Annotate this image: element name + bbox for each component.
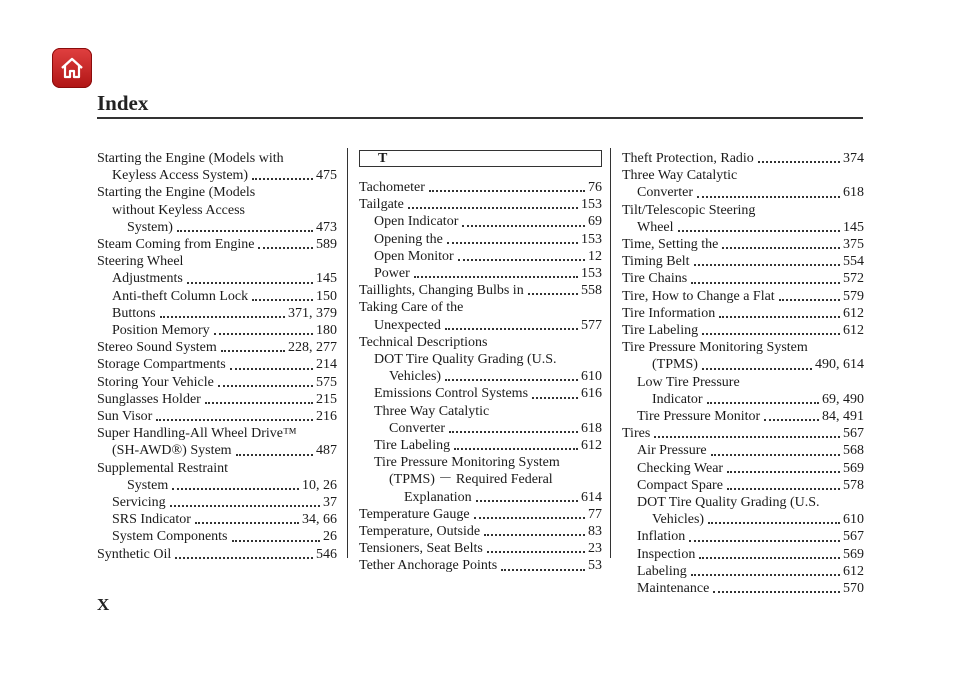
entry-text: Supplemental Restraint xyxy=(97,460,229,476)
index-entry[interactable] xyxy=(622,253,864,270)
entry-text: Explanation xyxy=(404,489,472,505)
page-ref-link[interactable]: 614 xyxy=(581,489,602,505)
index-entry[interactable] xyxy=(97,528,337,545)
index-entry[interactable] xyxy=(359,317,602,334)
index-entry[interactable] xyxy=(359,489,602,506)
index-entry xyxy=(622,494,864,511)
dot-leader xyxy=(170,505,320,507)
page-ref-link[interactable]: 618 xyxy=(843,185,864,201)
page-ref-link[interactable]: 371, 379 xyxy=(288,305,337,321)
dot-leader xyxy=(708,522,840,524)
index-entry[interactable] xyxy=(622,408,864,425)
index-entry[interactable] xyxy=(97,442,337,459)
dot-leader xyxy=(779,299,840,301)
entry-text: Tachometer xyxy=(359,180,425,195)
index-entry[interactable] xyxy=(359,231,602,248)
dot-leader xyxy=(236,454,313,456)
index-entry xyxy=(97,253,337,270)
index-entry[interactable] xyxy=(97,494,337,511)
dot-leader xyxy=(678,230,840,232)
entry-text: Unexpected xyxy=(374,317,441,333)
page-ref-link[interactable]: 612 xyxy=(581,438,602,454)
dot-leader xyxy=(156,419,313,421)
entry-text: SRS Indicator xyxy=(112,512,191,528)
entry-text: Buttons xyxy=(112,305,156,321)
dot-leader xyxy=(691,574,840,576)
index-entry[interactable] xyxy=(622,305,864,322)
page-ref-link[interactable]: 569 xyxy=(843,460,864,476)
dot-leader xyxy=(764,419,819,421)
page-ref-link[interactable]: 490, 614 xyxy=(815,357,864,373)
entry-text: Tire Pressure Monitoring System xyxy=(622,340,808,356)
page-ref-link[interactable]: 23 xyxy=(588,541,602,557)
page-ref-link[interactable]: 473 xyxy=(316,219,337,235)
page-ref-link[interactable]: 180 xyxy=(316,323,337,339)
page-ref-link[interactable]: 572 xyxy=(843,271,864,287)
entry-text: Tire Pressure Monitoring System xyxy=(374,455,560,471)
page-ref-link[interactable]: 53 xyxy=(588,558,602,574)
dot-leader xyxy=(727,488,840,490)
dot-leader xyxy=(719,316,840,318)
entry-text: Tires xyxy=(622,426,651,442)
dot-leader xyxy=(691,282,840,284)
page-ref-link[interactable]: 554 xyxy=(843,254,864,270)
index-entry[interactable] xyxy=(622,546,864,563)
dot-leader xyxy=(221,350,285,352)
index-entry[interactable] xyxy=(359,437,602,454)
page-ref-link[interactable]: 589 xyxy=(316,237,337,253)
dot-leader xyxy=(445,379,578,381)
index-entry[interactable] xyxy=(622,511,864,528)
index-entry[interactable] xyxy=(622,528,864,545)
dot-leader xyxy=(230,368,313,370)
page-ref-link[interactable]: 83 xyxy=(588,524,602,540)
entry-text: System Components xyxy=(112,529,228,545)
entry-text: Vehicles) xyxy=(389,369,442,385)
index-entry[interactable] xyxy=(359,265,602,282)
dot-leader xyxy=(414,276,578,278)
index-entry xyxy=(359,403,602,420)
entry-text: Storage Compartments xyxy=(97,357,226,373)
entry-text: Vehicles) xyxy=(652,512,705,528)
index-entry[interactable] xyxy=(97,288,337,305)
index-entry[interactable] xyxy=(97,391,337,408)
index-entry[interactable] xyxy=(622,236,864,253)
index-entry[interactable] xyxy=(97,511,337,528)
entry-text: Synthetic Oil xyxy=(97,546,172,562)
entry-text: Emissions Control Systems xyxy=(374,386,529,402)
page-ref-link[interactable]: 375 xyxy=(843,237,864,253)
entry-text: Anti-theft Column Lock xyxy=(112,288,249,304)
entry-text: Temperature, Outside xyxy=(359,524,481,540)
dot-leader xyxy=(654,436,840,438)
dot-leader xyxy=(727,471,840,473)
page-ref-link[interactable]: 575 xyxy=(316,374,337,390)
entry-text: Stereo Sound System xyxy=(97,340,217,356)
page-ref-link[interactable]: 568 xyxy=(843,443,864,459)
index-entry xyxy=(359,351,602,368)
index-entry[interactable] xyxy=(359,368,602,385)
index-entry[interactable] xyxy=(359,506,602,523)
entry-text: DOT Tire Quality Grading (U.S. xyxy=(637,495,820,511)
dot-leader xyxy=(408,207,578,209)
dot-leader xyxy=(429,190,585,192)
dot-leader xyxy=(252,178,313,180)
entry-text: Storing Your Vehicle xyxy=(97,374,214,390)
entry-text: Tether Anchorage Points xyxy=(359,558,498,574)
dot-leader xyxy=(528,293,578,295)
page-ref-link[interactable]: 153 xyxy=(581,266,602,282)
entry-text: Indicator xyxy=(652,391,703,407)
entry-text: Checking Wear xyxy=(637,460,724,476)
page-ref-link[interactable]: 77 xyxy=(588,506,602,522)
page-ref-link[interactable]: 577 xyxy=(581,317,602,333)
entry-text: (SH-AWD®) System xyxy=(112,443,232,459)
home-icon xyxy=(59,55,85,81)
page-ref-link[interactable]: 487 xyxy=(316,443,337,459)
entry-text: (TPMS) － Required Federal xyxy=(389,472,553,488)
dot-leader xyxy=(252,299,313,301)
entry-text: Tailgate xyxy=(359,197,404,213)
dot-leader xyxy=(218,385,313,387)
dot-leader xyxy=(454,448,578,450)
entry-text: Taking Care of the xyxy=(359,300,464,316)
dot-leader xyxy=(758,161,840,163)
page-ref-link[interactable]: 34, 66 xyxy=(302,512,337,528)
dot-leader xyxy=(462,225,585,227)
entry-text: Tensioners, Seat Belts xyxy=(359,541,483,557)
page-ref-link[interactable]: 26 xyxy=(323,529,337,545)
entry-text: Converter xyxy=(637,185,693,201)
index-entry[interactable] xyxy=(359,179,602,196)
dot-leader xyxy=(501,569,585,571)
index-entry xyxy=(359,471,602,488)
dot-leader xyxy=(187,282,313,284)
index-entry[interactable] xyxy=(622,391,864,408)
index-entry xyxy=(97,425,337,442)
page-ref-link[interactable]: 153 xyxy=(581,231,602,247)
dot-leader xyxy=(476,500,578,502)
entry-text: Wheel xyxy=(637,219,674,235)
index-entry[interactable] xyxy=(622,288,864,305)
index-entry xyxy=(97,184,337,201)
entry-text: Keyless Access System) xyxy=(112,168,249,184)
index-entry xyxy=(622,339,864,356)
index-entry xyxy=(622,167,864,184)
index-entry[interactable] xyxy=(359,213,602,230)
index-entry[interactable] xyxy=(359,540,602,557)
page-ref-link[interactable]: 475 xyxy=(316,168,337,184)
index-entry[interactable] xyxy=(622,184,864,201)
entry-text: Open Monitor xyxy=(374,248,454,264)
index-entry[interactable] xyxy=(622,150,864,167)
dot-leader xyxy=(205,402,313,404)
dot-leader xyxy=(445,328,578,330)
dot-leader xyxy=(177,230,313,232)
entry-text: Inflation xyxy=(637,529,686,545)
index-entry[interactable] xyxy=(97,339,337,356)
index-entry[interactable] xyxy=(97,546,337,563)
index-entry[interactable] xyxy=(622,219,864,236)
dot-leader xyxy=(722,247,840,249)
entry-text: Servicing xyxy=(112,495,166,511)
dot-leader xyxy=(697,196,840,198)
page-ref-link[interactable]: 145 xyxy=(316,271,337,287)
index-entry[interactable] xyxy=(97,219,337,236)
page-ref-link[interactable]: 567 xyxy=(843,529,864,545)
index-entry[interactable] xyxy=(359,282,602,299)
index-entry[interactable] xyxy=(622,270,864,287)
entry-text: Three Way Catalytic xyxy=(622,168,738,184)
entry-text: Technical Descriptions xyxy=(359,334,488,350)
entry-text: DOT Tire Quality Grading (U.S. xyxy=(374,352,557,368)
dot-leader xyxy=(532,397,578,399)
dot-leader xyxy=(702,333,840,335)
entry-text: Position Memory xyxy=(112,323,210,339)
dot-leader xyxy=(449,431,578,433)
page-ref-link[interactable]: 69, 490 xyxy=(822,391,864,407)
index-entry[interactable] xyxy=(622,442,864,459)
index-entry[interactable] xyxy=(359,248,602,265)
page-ref-link[interactable]: 69 xyxy=(588,214,602,230)
entry-text: Power xyxy=(374,266,410,282)
index-entry[interactable] xyxy=(359,523,602,540)
entry-text: Air Pressure xyxy=(637,443,707,459)
page-ref-link[interactable]: 570 xyxy=(843,581,864,597)
dot-leader xyxy=(458,259,585,261)
page-ref-link[interactable]: 12 xyxy=(588,248,602,264)
index-entry[interactable] xyxy=(359,196,602,213)
entry-text: Converter xyxy=(389,420,445,436)
entry-text: Opening the xyxy=(374,231,443,247)
page-ref-link[interactable]: 153 xyxy=(581,197,602,213)
dot-leader xyxy=(702,368,812,370)
index-column-2 xyxy=(359,150,602,575)
page-ref-link[interactable]: 215 xyxy=(316,391,337,407)
dot-leader xyxy=(699,557,840,559)
page-ref-link[interactable]: 37 xyxy=(323,495,337,511)
index-entry[interactable] xyxy=(622,563,864,580)
column-divider xyxy=(347,148,348,558)
entry-text: Temperature Gauge xyxy=(359,506,470,522)
dot-leader xyxy=(172,488,299,490)
page-ref-link[interactable]: 228, 277 xyxy=(288,340,337,356)
dot-leader xyxy=(447,242,578,244)
page-ref-link[interactable]: 10, 26 xyxy=(302,477,337,493)
entry-text: Steering Wheel xyxy=(97,254,184,270)
index-entry xyxy=(359,334,602,351)
page-ref-link[interactable]: 374 xyxy=(843,151,864,166)
dot-leader xyxy=(160,316,285,318)
dot-leader xyxy=(689,540,840,542)
dot-leader xyxy=(474,517,585,519)
page-ref-link[interactable]: 145 xyxy=(843,219,864,235)
entry-text: Starting the Engine (Models xyxy=(97,185,256,201)
index-entry[interactable] xyxy=(97,236,337,253)
index-entry[interactable] xyxy=(622,477,864,494)
entry-text: Tire, How to Change a Flat xyxy=(622,288,775,304)
index-entry xyxy=(97,150,337,167)
dot-leader xyxy=(195,522,299,524)
index-entry[interactable] xyxy=(97,322,337,339)
home-button[interactable] xyxy=(52,48,92,88)
dot-leader xyxy=(214,333,313,335)
page-title: Index xyxy=(97,91,149,115)
index-entry xyxy=(359,454,602,471)
entry-text: Compact Spare xyxy=(637,477,723,493)
page-ref-link[interactable]: 84, 491 xyxy=(822,409,864,425)
entry-text: Three Way Catalytic xyxy=(374,403,490,419)
column-divider xyxy=(610,148,611,558)
page-ref-link[interactable]: 567 xyxy=(843,426,864,442)
index-entry[interactable] xyxy=(622,322,864,339)
entry-text: Timing Belt xyxy=(622,254,690,270)
entry-text: Tire Pressure Monitor xyxy=(637,409,761,425)
index-entry[interactable] xyxy=(97,305,337,322)
index-entry xyxy=(622,202,864,219)
index-entry xyxy=(622,374,864,391)
page-ref-link[interactable]: 616 xyxy=(581,386,602,402)
index-entry[interactable] xyxy=(359,420,602,437)
section-letter-box: T xyxy=(359,150,602,167)
entry-text: (TPMS) xyxy=(652,357,698,373)
page-ref-link[interactable]: 612 xyxy=(843,563,864,579)
page-ref-link[interactable]: 610 xyxy=(843,512,864,528)
title-divider xyxy=(97,117,863,119)
entry-text: Tire Labeling xyxy=(374,438,451,454)
page-ref-link[interactable]: 76 xyxy=(588,180,602,195)
dot-leader xyxy=(711,454,840,456)
index-column-3 xyxy=(622,150,864,597)
page-number: X xyxy=(97,595,110,614)
entry-text: Inspection xyxy=(637,546,696,562)
index-entry xyxy=(97,460,337,477)
dot-leader xyxy=(484,534,585,536)
page-ref-link[interactable]: 216 xyxy=(316,409,337,425)
page-ref-link[interactable]: 612 xyxy=(843,305,864,321)
entry-text: Starting the Engine (Models with xyxy=(97,151,284,166)
dot-leader xyxy=(232,540,320,542)
dot-leader xyxy=(258,247,313,249)
index-entry[interactable] xyxy=(97,374,337,391)
index-entry[interactable] xyxy=(97,356,337,373)
page-ref-link[interactable]: 578 xyxy=(843,477,864,493)
entry-text: Tire Labeling xyxy=(622,323,699,339)
entry-text: Super Handling-All Wheel Drive™ xyxy=(97,426,297,442)
entry-text: Tire Information xyxy=(622,305,716,321)
entry-text: without Keyless Access xyxy=(112,202,245,218)
page-ref-link[interactable]: 150 xyxy=(316,288,337,304)
page-ref-link[interactable]: 612 xyxy=(843,323,864,339)
index-entry[interactable] xyxy=(359,385,602,402)
entry-text: System xyxy=(127,477,169,493)
entry-text: Tilt/Telescopic Steering xyxy=(622,202,756,218)
entry-text: Adjustments xyxy=(112,271,183,287)
index-entry xyxy=(97,202,337,219)
index-entry[interactable] xyxy=(622,425,864,442)
dot-leader xyxy=(707,402,819,404)
entry-text: Theft Protection, Radio xyxy=(622,151,754,166)
dot-leader xyxy=(175,557,313,559)
page-ref-link[interactable]: 610 xyxy=(581,369,602,385)
entry-text: Labeling xyxy=(637,563,687,579)
index-entry[interactable] xyxy=(97,477,337,494)
index-entry[interactable] xyxy=(622,580,864,597)
page-ref-link[interactable]: 558 xyxy=(581,283,602,299)
entry-text: Sun Visor xyxy=(97,409,153,425)
entry-text: Open Indicator xyxy=(374,214,459,230)
entry-text: Low Tire Pressure xyxy=(637,374,740,390)
index-column-1 xyxy=(97,150,337,563)
entry-text: Maintenance xyxy=(637,581,710,597)
page-ref-link[interactable]: 546 xyxy=(316,546,337,562)
entry-text: System) xyxy=(127,219,173,235)
dot-leader xyxy=(487,551,585,553)
index-entry[interactable] xyxy=(97,167,337,184)
entry-text: Sunglasses Holder xyxy=(97,391,201,407)
entry-text: Taillights, Changing Bulbs in xyxy=(359,283,524,299)
dot-leader xyxy=(713,591,840,593)
index-entry[interactable] xyxy=(97,408,337,425)
entry-text: Tire Chains xyxy=(622,271,688,287)
page-ref-link[interactable]: 214 xyxy=(316,357,337,373)
index-entry xyxy=(359,299,602,316)
dot-leader xyxy=(694,264,840,266)
index-entry[interactable] xyxy=(359,557,602,574)
page-ref-link[interactable]: 569 xyxy=(843,546,864,562)
entry-text: Steam Coming from Engine xyxy=(97,237,255,253)
index-entry[interactable] xyxy=(622,460,864,477)
index-entry[interactable] xyxy=(622,356,864,373)
index-entry[interactable] xyxy=(97,270,337,287)
entry-text: Time, Setting the xyxy=(622,237,719,253)
page-ref-link[interactable]: 618 xyxy=(581,420,602,436)
page-ref-link[interactable]: 579 xyxy=(843,288,864,304)
